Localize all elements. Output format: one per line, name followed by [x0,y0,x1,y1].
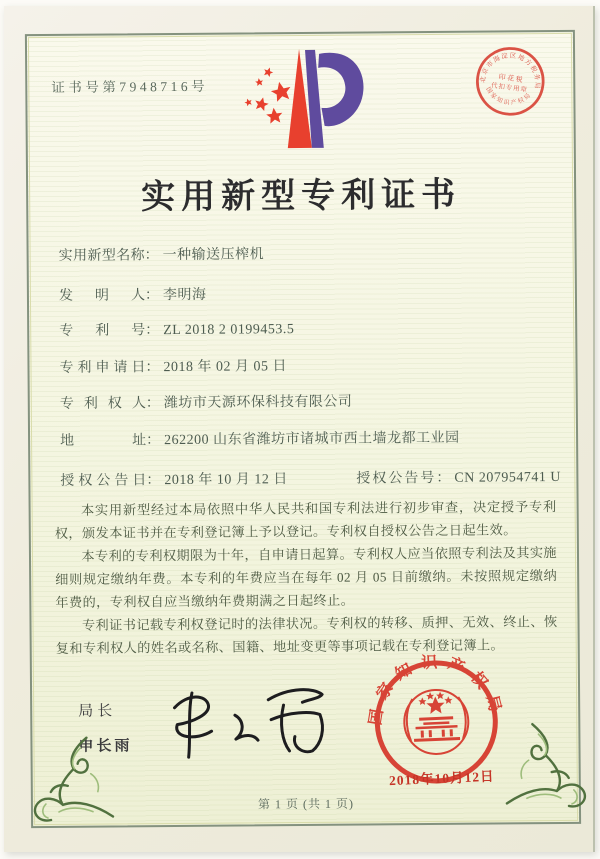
svg-text:国家知识产权局 [363,651,506,728]
field-colon: ： [144,288,160,304]
field-value: 潍坊市天源环保科技有限公司 [163,394,353,412]
tax-stamp-center-line2: 代扣专用章 [490,82,529,95]
field-row-grant-number [356,466,561,488]
page-number-footer: 第 1 页 (共 1 页) [257,796,354,812]
director-title: 局长 [78,703,117,720]
field-colon: ： [145,360,160,376]
director-name: 申长雨 [78,738,133,755]
field-colon: ： [146,433,161,449]
field-row-patent-no [59,318,294,340]
corner-flourish-icon [20,733,121,834]
certificate-title: 实用新型专利证书 [141,176,462,217]
field-row-address [60,427,460,450]
field-label: 实用新型名称 [58,248,145,264]
field-row-patentee [60,391,353,413]
field-value: 262200 山东省潍坊市诸城市西土墙龙都工业园 [164,430,460,449]
body-paragraph: 本实用新型经过本局依照中华人民共和国专利法进行初步审查，决定授予专利权，颁发本证书并在专利登记簿上予以登记。专利权自授权公告之日起生效。 [54,499,557,541]
field-row-inventor [59,284,207,305]
certificate-frame [25,30,581,828]
tax-stamp-icon [469,40,552,123]
scanned-certificate-page [4,6,595,852]
director-signature-icon [161,671,345,779]
body-paragraph: 本专利的专利权期限为十年，自申请日起算。专利权人应当依照专利法及其实施细则规定缴纳年费。本专利的年费应当在每年 02 月 05 日前缴纳。未按照规定缴纳年费的，专利权自应当缴纳年费期满之日起终止。 [55,545,558,610]
field-value: 李明海 [162,287,207,304]
tax-stamp-arc-top: 北京市海淀区地方税务局 [479,52,541,91]
body-paragraph: 专利证书记载专利权登记时的法律状况。专利权的转移、质押、无效、终止、恢复和专利权人的姓名或名称、国籍、地址变更等事项记载在专利登记簿上。 [55,614,558,656]
certificate-number: 证书号第7948716号 [51,78,209,95]
field-colon: ： [436,470,451,486]
field-value: 2018 年 02 月 05 日 [163,359,288,376]
seal-arc-text: 国家知识产权局 [367,653,506,727]
field-value: CN 207954741 U [454,469,562,486]
field-row-filing-date [59,355,287,377]
national-emblem-icon [403,689,470,756]
field-colon: ： [145,396,160,412]
field-row-utility-name [59,243,265,265]
field-label: 授权公告号 [356,470,437,487]
seal-date: 2018年10月12日 [388,768,495,789]
field-label: 地址 [60,433,147,449]
field-colon: ： [145,323,160,339]
field-colon: ： [144,248,159,264]
legal-text-block [55,495,558,660]
field-label: 授权公告日 [60,473,147,489]
tax-stamp-arc-bottom: 国家知识产权局 [484,86,534,107]
field-label: 发明人 [58,288,146,304]
field-row-grant-date [60,466,560,490]
field-colon: ： [146,473,161,489]
field-value: 2018 年 10 月 12 日 [164,472,288,489]
field-label: 专利号 [59,323,146,339]
field-label: 专利权人 [59,396,146,412]
tax-stamp-center-line1: 印 花 税 [498,73,524,85]
field-label: 专利申请日 [59,360,146,376]
field-value: 一种输送压榨机 [162,247,265,264]
field-value: ZL 2018 2 0199453.5 [163,322,295,339]
cnipa-logo-icon [235,41,376,160]
